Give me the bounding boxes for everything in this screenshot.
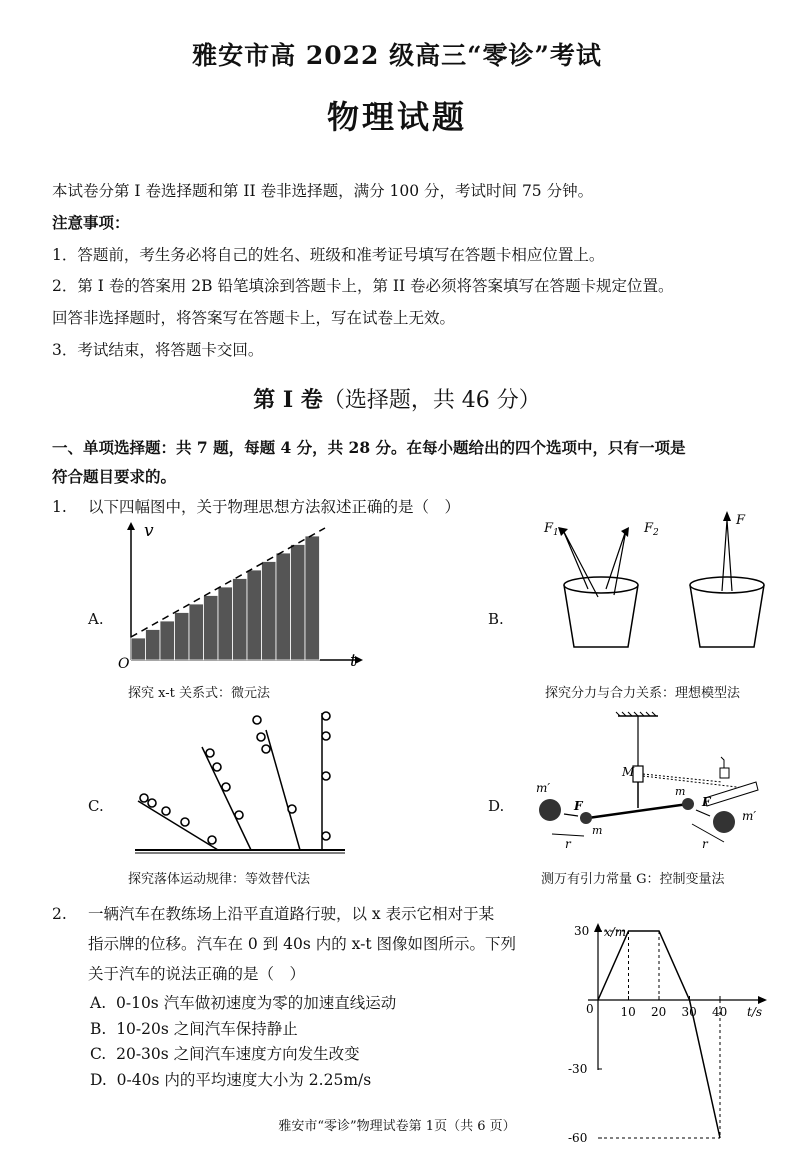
- step-bar: [291, 545, 306, 661]
- q2-option-c: C. 20-30s 之间汽车速度方向发生改变: [90, 1045, 360, 1063]
- y-tick-label: -60: [568, 1131, 588, 1145]
- x-tick-label: 20: [651, 1005, 667, 1019]
- exam-title: 雅安市高 2022 级高三“零诊”考试: [192, 41, 602, 70]
- falling-balls: [140, 712, 330, 844]
- q2-option-a: A. 0-10s 汽车做初速度为零的加速直线运动: [90, 994, 397, 1012]
- q2-stem-line-3: 关于汽车的说法正确的是（ ）: [88, 965, 306, 983]
- xt-graph: [560, 920, 780, 1145]
- notice-item-3: 3．考试结束，将答题卡交回。: [52, 341, 264, 359]
- step-bars: [131, 536, 320, 660]
- q1-option-b-caption: 探究分力与合力关系：理想模型法: [545, 686, 741, 701]
- notice-item-1: 1．答题前，考生务必将自己的姓名、班级和准考证号填写在答题卡相应位置上。: [52, 246, 605, 264]
- page-footer: 雅安市“零诊”物理试卷第 1页（共 6 页）: [278, 1119, 516, 1134]
- axis-t-label: t: [350, 651, 357, 671]
- step-bar: [247, 570, 262, 660]
- r-left-label: r: [565, 837, 571, 851]
- x-tick-label: 30: [681, 1005, 697, 1019]
- notice-item-2-cont: 回答非选择题时，将答案写在答题卡上，写在试卷上无效。: [52, 309, 456, 327]
- q2-stem-line-1: 一辆汽车在教练场上沿平直道路行驶，以 x 表示它相对于某: [88, 905, 495, 923]
- q1-option-d-label: D.: [488, 797, 505, 815]
- figure-d-torsion-balance: [530, 710, 770, 860]
- m-right-label: m: [675, 785, 686, 798]
- step-bar: [262, 562, 277, 661]
- exam-subtitle: 物理试题: [326, 98, 467, 136]
- step-bar: [175, 613, 190, 661]
- step-bar: [276, 553, 291, 660]
- section-title-bold: 第 I 卷: [253, 387, 323, 413]
- step-bar: [218, 587, 233, 660]
- section-title: [0, 383, 794, 414]
- step-bar: [189, 604, 204, 660]
- notice-title: 注意事项：: [52, 213, 130, 232]
- q1-option-a-caption: 探究 x-t 关系式：微元法: [128, 686, 270, 701]
- step-bar: [204, 596, 219, 661]
- section-instruction-2: 符合题目要求的。: [52, 467, 177, 486]
- f-left-label: F: [574, 799, 583, 813]
- q1-number: 1.: [52, 498, 67, 516]
- q2-option-d: D. 0-40s 内的平均速度大小为 2.25m/s: [90, 1071, 372, 1089]
- notice-item-2: 2．第 I 卷的答案用 2B 铅笔填涂到答题卡上，第 II 卷必须将答案填写在答题卡规定位置。: [52, 277, 674, 295]
- axis-v-label: v: [144, 521, 154, 541]
- section-instruction-1: 一、单项选择题：共 7 题，每题 4 分，共 28 分。在每小题给出的四个选项中，只有一项是: [52, 438, 686, 457]
- step-bar: [305, 536, 320, 660]
- m-prime-right-label: m′: [742, 809, 757, 823]
- q1-option-c-caption: 探究落体运动规律：等效替代法: [128, 872, 311, 887]
- q1-option-c-label: C.: [88, 797, 104, 815]
- q1-option-b-label: B.: [488, 610, 504, 628]
- y-axis-label: x/m: [604, 925, 627, 939]
- q2-number: 2.: [52, 905, 67, 923]
- m-prime-left-label: m′: [536, 781, 551, 795]
- step-bar: [160, 621, 175, 660]
- x-tick-label: 10: [620, 1005, 636, 1019]
- q1-option-d-caption: 测万有引力常量 G：控制变量法: [541, 872, 725, 887]
- f1-label: $F_1$: [544, 521, 559, 538]
- m-left-label: m: [592, 824, 603, 837]
- step-bar: [131, 638, 146, 660]
- q1-stem: 以下四幅图中，关于物理思想方法叙述正确的是（ ）: [88, 498, 461, 516]
- origin-label: O: [118, 656, 130, 672]
- q2-option-b: B. 10-20s 之间汽车保持静止: [90, 1020, 298, 1038]
- m-big-label: M: [622, 765, 635, 779]
- section-title-rest: （选择题，共 46 分）: [322, 388, 541, 413]
- x-axis-label: t/s: [747, 1005, 763, 1019]
- x-tick-label: 40: [712, 1005, 728, 1019]
- intro-line: 本试卷分第 I 卷选择题和第 II 卷非选择题，满分 100 分，考试时间 75 分钟。: [52, 182, 594, 200]
- q2-stem-line-2: 指示牌的位移。汽车在 0 到 40s 内的 x-t 图像如图所示。下列: [88, 935, 517, 953]
- figure-c-inclines: [130, 705, 350, 855]
- r-right-label: r: [702, 837, 708, 851]
- y-tick-label: -30: [568, 1062, 588, 1076]
- step-bar: [233, 579, 248, 661]
- figure-a-step-graph: [110, 520, 370, 670]
- figure-b-buckets: [530, 505, 780, 655]
- f-label: F: [736, 513, 746, 528]
- f2-label: $F_2$: [644, 521, 659, 538]
- step-bar: [146, 630, 161, 661]
- y-tick-label: 30: [574, 924, 590, 938]
- origin-zero: 0: [586, 1002, 594, 1016]
- q1-option-a-label: A.: [88, 610, 104, 628]
- f-right-label: F: [702, 795, 711, 809]
